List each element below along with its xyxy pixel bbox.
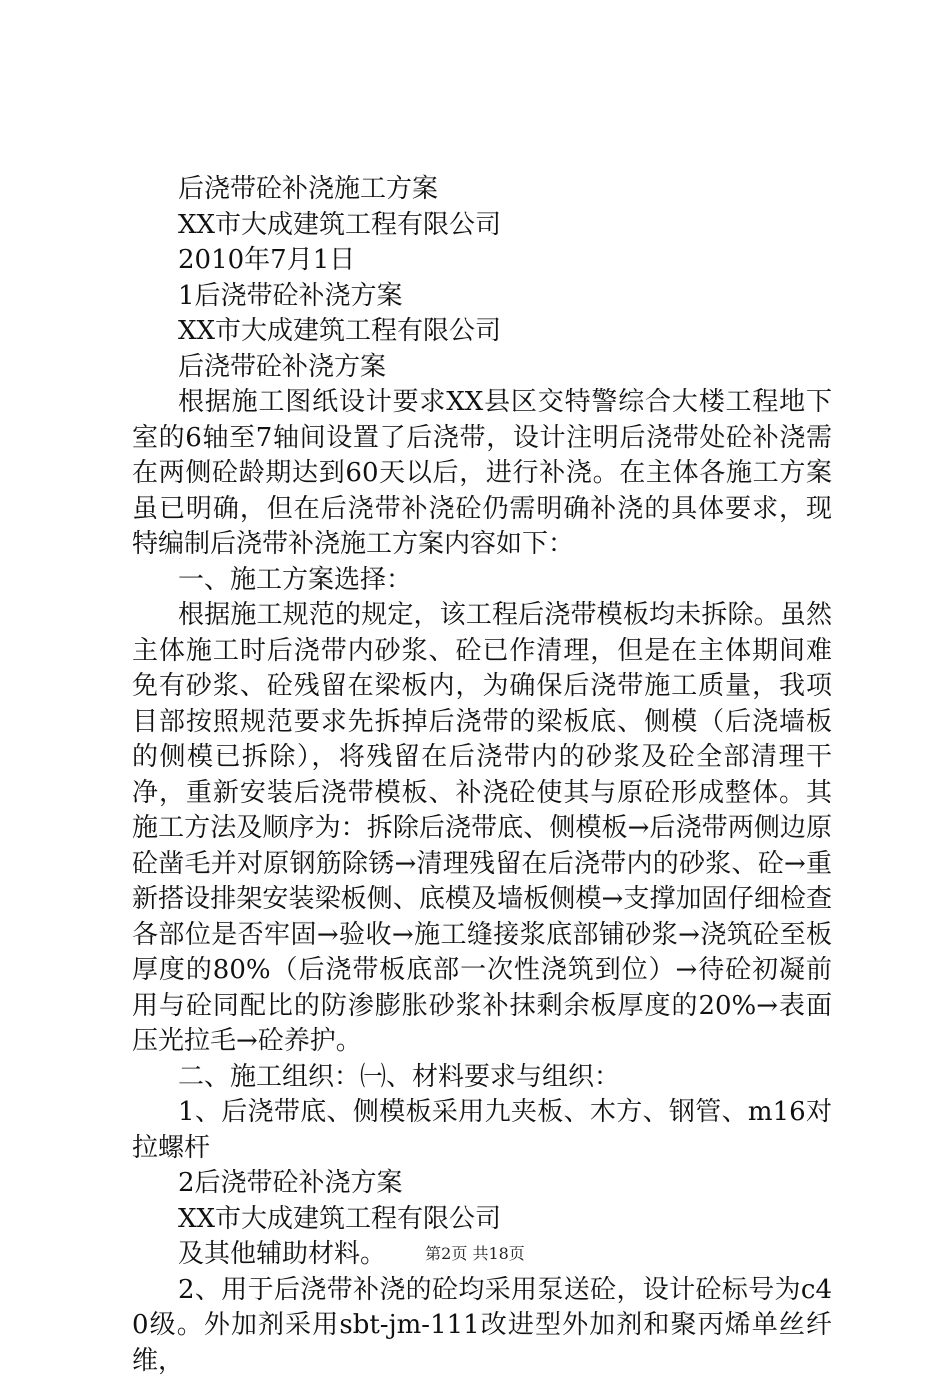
heading-plan-selection: 一、施工方案选择：	[132, 563, 832, 599]
page-footer: 第2页 共18页	[0, 1244, 950, 1264]
doc-title-line: 后浇带砼补浇施工方案	[132, 172, 832, 208]
plan-paragraph: 根据施工规范的规定，该工程后浇带模板均未拆除。虽然主体施工时后浇带内砂浆、砼已作清理，但是在主体期间难免有砂浆、砼残留在梁板内，为确保后浇带施工质量，我项目部按照规范要求先拆掉后浇带的梁板底、侧模（后浇墙板的侧模已拆除），将残留在后浇带内的砂浆及砼全部清理干净，重新安装后浇带模板、补浇砼使其与原砼形成整体。其施工方法及顺序为：拆除后浇带底、侧模板→后浇带两侧边原砼凿毛并对原钢筋除锈→清理残留在后浇带内的砂浆、砼→重新搭设排架安装梁板侧、底模及墙板侧模→支撑加固仔细检查各部位是否牢固→验收→施工缝接浆底部铺砂浆→浇筑砼至板厚度的80%（后浇带板底部一次性浇筑到位）→待砼初凝前用与砼同配比的防渗膨胀砂浆补抹剩余板厚度的20%→表面压光拉毛→砼养护。	[132, 598, 832, 1060]
materials-paragraph-1: 1、后浇带底、侧模板采用九夹板、木方、钢管、m16对拉螺杆	[132, 1095, 832, 1166]
intro-paragraph: 根据施工图纸设计要求XX县区交特警综合大楼工程地下室的6轴至7轴间设置了后浇带，设计注明后浇带处砼补浇需在两侧砼龄期达到60天以后，进行补浇。在主体各施工方案虽已明确，但在后浇带补浇砼仍需明确补浇的具体要求，现特编制后浇带补浇施工方案内容如下：	[132, 385, 832, 563]
section-title-line: 后浇带砼补浇方案	[132, 350, 832, 386]
page-header-company-line: XX市大成建筑工程有限公司	[132, 1202, 832, 1238]
materials-continuation-line: 及其他辅助材料。	[132, 1237, 832, 1273]
date-line: 2010年7月1日	[132, 243, 832, 279]
heading-organization: 二、施工组织：㈠、材料要求与组织：	[132, 1060, 832, 1096]
header-line: 1后浇带砼补浇方案	[132, 279, 832, 315]
document-body	[132, 172, 832, 1379]
header-company-line: XX市大成建筑工程有限公司	[132, 314, 832, 350]
materials-paragraph-2: 2、用于后浇带补浇的砼均采用泵送砼，设计砼标号为c40级。外加剂采用sbt-jm-111改进型外加剂和聚丙烯单丝纤维，	[132, 1273, 832, 1379]
company-name-line: XX市大成建筑工程有限公司	[132, 208, 832, 244]
page-header-line: 2后浇带砼补浇方案	[132, 1166, 832, 1202]
